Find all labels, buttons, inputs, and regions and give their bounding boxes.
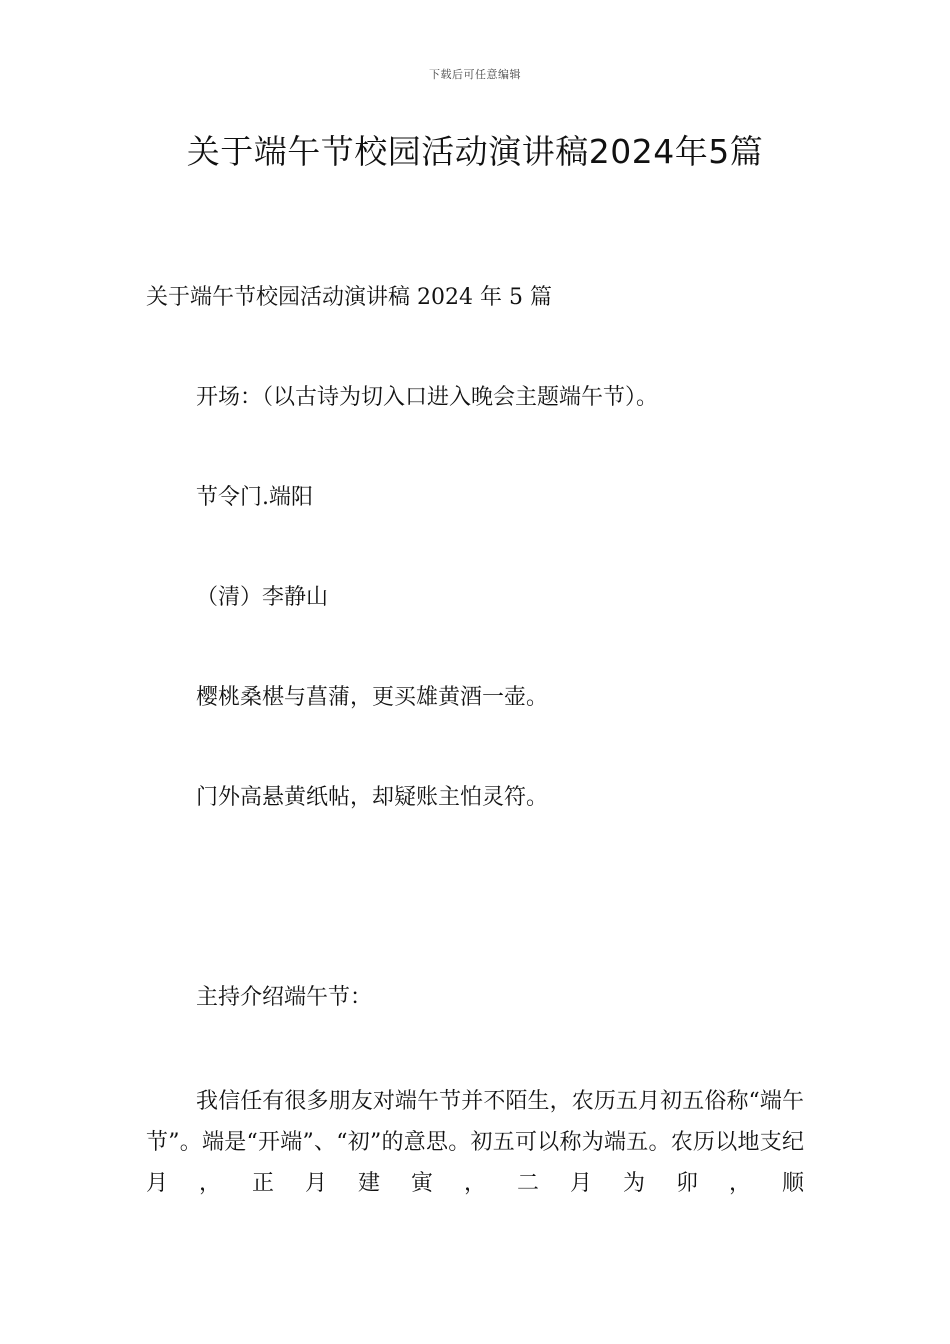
document-title: 关于端午节校园活动演讲稿2024年5篇 [186,132,764,171]
poem-author: （清）李静山 [196,585,329,610]
opening-line: 开场：（以古诗为切入口进入晚会主题端午节）。 [196,385,659,410]
host-intro-heading: 主持介绍端午节： [196,985,373,1010]
poem-verse-1: 樱桃桑椹与菖蒲，更买雄黄酒一壶。 [196,685,549,710]
poem-verse-2: 门外高悬黄纸帖，却疑账主怕灵符。 [196,785,549,810]
poem-title: 节令门.端阳 [196,485,313,510]
page-header-note: 下载后可任意编辑 [429,68,521,81]
document-subtitle: 关于端午节校园活动演讲稿 2024 年 5 篇 [146,285,552,310]
body-paragraph: 我信任有很多朋友对端午节并不陌生，农历五月初五俗称“端午节”。端是“开端”、“初”的意思。初五可以称为端五。农历以地支纪月，正月建寅，二月为卯，顺 [146,1089,804,1196]
